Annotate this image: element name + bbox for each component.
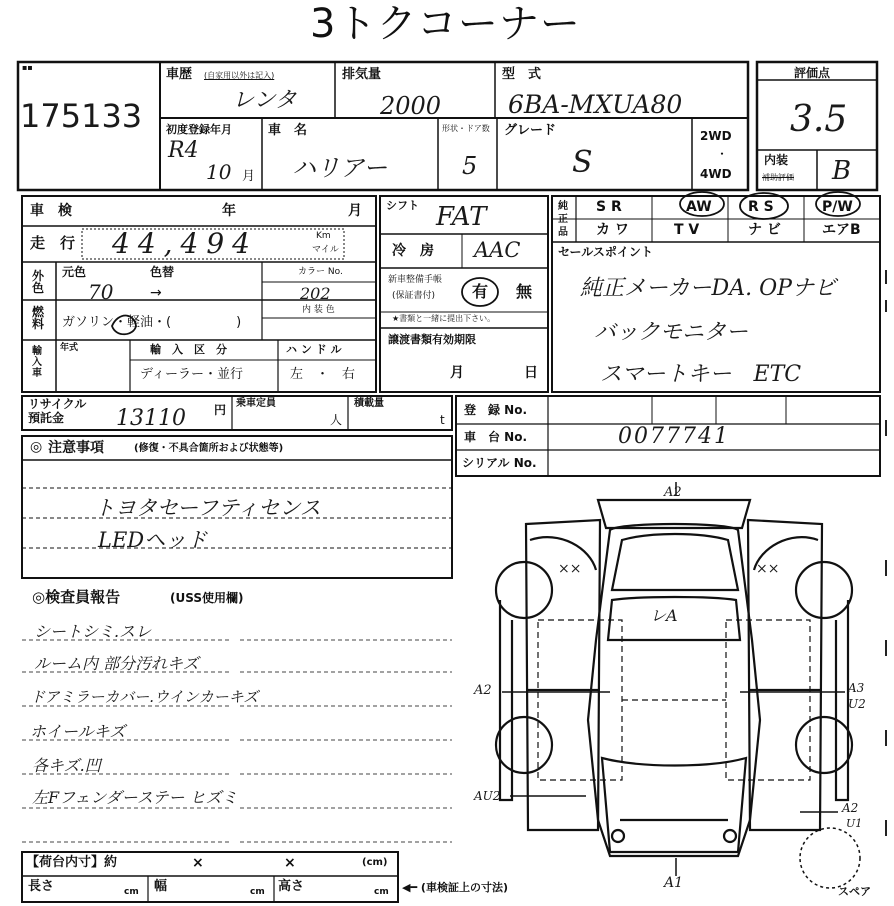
grade-label: グレード [504, 123, 557, 138]
inspection-year: 年 [222, 203, 236, 219]
cargo-cm: cm [124, 887, 139, 897]
damage-mark: A2 [842, 801, 859, 815]
cargo-height-label: 高さ [278, 879, 305, 894]
import-side-label: 輸入車 [32, 346, 42, 379]
cargo-length-label: 長さ [28, 879, 55, 894]
inspector-sub: (USS使用欄) [170, 591, 244, 605]
ac-label: 冷 房 [392, 243, 434, 259]
handle-value: 左 ・ 右 [290, 367, 356, 382]
ac-value: AAC [474, 238, 521, 262]
history-label: 車歴 [166, 67, 193, 82]
grade-value: S [572, 145, 593, 180]
history-note: (自家用以外は記入) [204, 71, 275, 80]
damage-mark: A1 [664, 875, 684, 891]
drive-4wd: 4WD [700, 167, 732, 181]
cargo-cm: cm [250, 887, 265, 897]
recycle-label: リサイクル [28, 397, 87, 411]
inspector-line: ホイールキズ [30, 722, 126, 741]
cargo-note: ◀━ (車検証上の寸法) [402, 881, 508, 894]
color-code-value: 202 [300, 284, 331, 303]
chassis-value: 0077741 [618, 424, 730, 449]
interior-score-label: 内装 [764, 153, 789, 167]
score-value: 3.5 [790, 99, 848, 140]
doors-label: 形状・ドア数 [442, 124, 490, 133]
color-change-label: 色替 [150, 265, 175, 279]
shift-label: シフト [386, 199, 419, 212]
trim-color-label: 内 装 色 [302, 305, 335, 315]
serial-label: シリアル No. [462, 456, 537, 470]
damage-mark: ×× [756, 561, 780, 577]
sales-point-line: バックモニター [594, 320, 749, 345]
import-year-label: 年式 [60, 343, 79, 353]
notes-label: 注意事項 [48, 440, 104, 456]
transfer-day: 日 [524, 365, 538, 381]
color-side-label: 外色 [32, 269, 45, 295]
cargo-unit: (cm) [362, 857, 388, 868]
damage-mark: AU2 [474, 789, 501, 803]
drive-dot: ・ [716, 147, 729, 161]
notes-sub: (修復・不具合箇所および状態等) [134, 443, 284, 454]
load-unit: t [440, 413, 445, 427]
warranty-note: ★書類と一緒に提出下さい。 [392, 314, 496, 323]
drive-2wd: 2WD [700, 129, 732, 143]
interior-score-sub: 補助評価 [762, 173, 794, 182]
color-code-label: カラー No. [298, 267, 343, 277]
equip-rs: R S [748, 199, 774, 215]
equip-airbag: エアB [822, 222, 861, 238]
equip-kawa: カ ワ [596, 222, 629, 238]
inspector-line: ドアミラーカバー.ウインカーキズ [30, 688, 259, 706]
inspector-line: 左Fフェンダーステー ヒズミ [32, 788, 238, 807]
cargo-cm: cm [374, 887, 389, 897]
page-title: 3トクコーナー [310, 1, 581, 47]
car-name-value: ハリアー [292, 154, 388, 182]
reg-label: 登 録 No. [464, 403, 528, 417]
first-reg-month-unit: 月 [242, 169, 256, 184]
recycle-unit: 円 [214, 403, 227, 417]
cargo-x2: × [284, 855, 296, 871]
color-orig-label: 元色 [62, 265, 87, 279]
damage-mark: A3 [848, 681, 865, 695]
warranty-no: 無 [516, 282, 533, 301]
mileage-unit-km: Km [316, 231, 331, 241]
damage-mark: A2 [474, 683, 492, 698]
damage-mark: レA [650, 606, 678, 625]
warranty-sub: (保証書付) [392, 291, 436, 301]
import-class-label: 輸 入 区 分 [150, 343, 227, 356]
note-line: LEDヘッド [98, 528, 208, 552]
engine-value: 2000 [380, 92, 442, 120]
score-label: 評価点 [794, 66, 831, 80]
interior-score-value: B [832, 156, 852, 186]
model-label: 型 式 [502, 67, 542, 82]
shift-value: FAT [436, 202, 487, 232]
corner-mark: ▪▪ [22, 63, 33, 72]
warning-icon: ◎ [30, 439, 43, 455]
inspector-line: 各キズ.凹 [32, 756, 101, 775]
first-reg-year: R4 [168, 138, 199, 163]
cargo-label: 【荷台内寸】約 [26, 855, 118, 870]
transfer-label: 譲渡書類有効期限 [388, 333, 476, 346]
mileage-value: 44,494 [112, 227, 258, 260]
cargo-width-label: 幅 [154, 879, 168, 894]
equipment-side-label: 純正品 [558, 201, 568, 238]
doors-value: 5 [462, 152, 478, 180]
inspection-month: 月 [348, 203, 362, 219]
sales-point-line: スマートキー ETC [600, 362, 802, 387]
mileage-unit-mile: マイル [312, 245, 339, 255]
sales-point-label: セールスポイント [558, 245, 653, 259]
equip-sr: S R [596, 199, 622, 215]
damage-mark: U1 [846, 817, 863, 830]
recycle-value: 13110 [116, 406, 186, 431]
cargo-x1: × [192, 855, 204, 871]
equip-navi: ナ ビ [748, 222, 781, 238]
note-line: トヨタセーフティセンス [94, 496, 321, 520]
warranty-label: 新車整備手帳 [388, 275, 443, 285]
load-label: 積載量 [354, 398, 384, 409]
damage-mark: U2 [848, 697, 866, 711]
first-reg-label: 初度登録年月 [166, 123, 232, 136]
fuel-value: ガソリン・軽油・( ) [62, 315, 242, 330]
equip-aw: AW [686, 199, 712, 215]
color-arrow: → [150, 285, 162, 301]
inspector-line: ルーム内 部分汚れキズ [34, 654, 199, 673]
car-damage-diagram [496, 482, 863, 891]
inspector-line: シートシミ.スレ [34, 622, 152, 641]
handle-label: ハ ン ド ル [286, 343, 342, 356]
engine-label: 排気量 [342, 67, 382, 82]
warranty-yes: 有 [472, 282, 489, 301]
mileage-label: 走 行 [30, 234, 76, 252]
transfer-month: 月 [450, 365, 464, 381]
recycle-sub: 預託金 [28, 411, 65, 425]
damage-mark: ×× [558, 561, 582, 577]
inspection-label: 車 検 [30, 203, 72, 219]
chassis-label: 車 台 No. [464, 430, 528, 444]
model-value: 6BA-MXUA80 [508, 90, 683, 119]
capacity-label: 乗車定員 [236, 398, 276, 409]
first-reg-month: 10 [206, 160, 232, 184]
inspector-label: ◎検査員報告 [32, 588, 121, 606]
capacity-unit: 人 [330, 413, 343, 427]
import-class-value: ディーラー・並行 [140, 367, 243, 382]
equip-tv: T V [674, 222, 700, 238]
equip-pw: P/W [822, 199, 853, 215]
history-value: レンタ [232, 88, 297, 113]
spare-tire-label: スペア [838, 885, 871, 898]
color-orig-value: 70 [88, 280, 114, 304]
sales-point-line: 純正メーカーDA. OPナビ [580, 276, 836, 301]
fuel-side-label: 燃料 [32, 305, 45, 331]
damage-mark: A2 [664, 485, 682, 500]
car-name-label: 車 名 [268, 123, 308, 138]
lot-number: 175133 [20, 97, 143, 135]
